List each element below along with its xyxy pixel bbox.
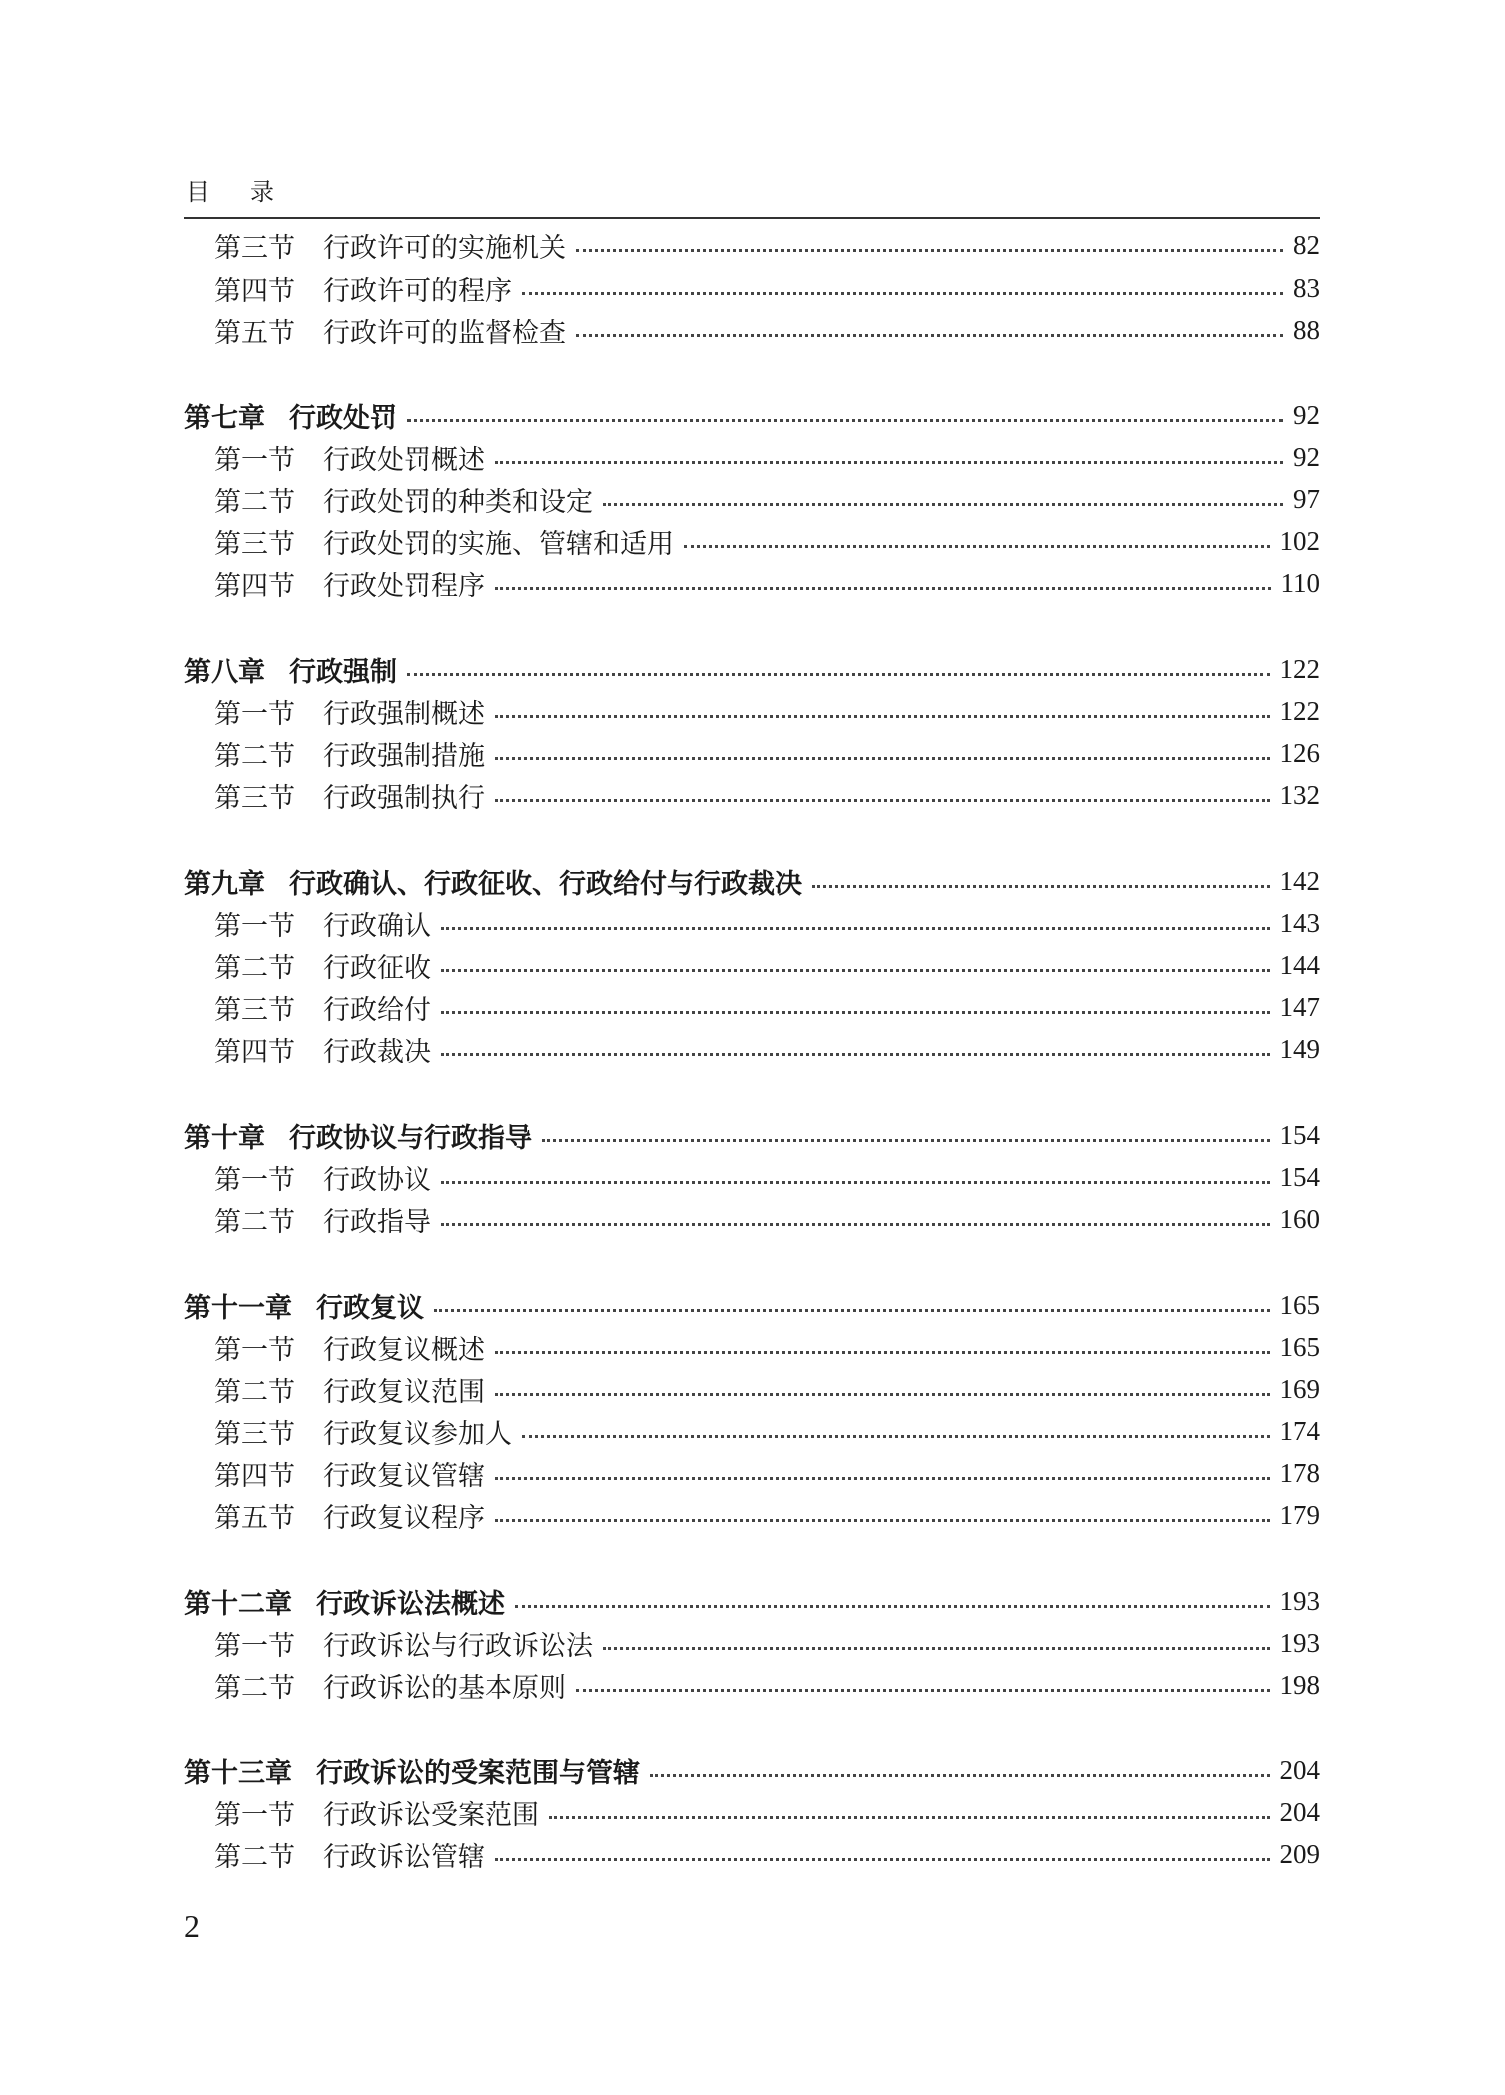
- page-ref: 178: [1279, 1457, 1320, 1488]
- section-title: 行政处罚概述: [323, 444, 485, 476]
- section-number: 第一节: [214, 1334, 295, 1366]
- section-number: 第一节: [214, 698, 295, 730]
- page-ref: 149: [1279, 1033, 1320, 1064]
- dot-leader: [495, 1519, 1270, 1522]
- section-title: 行政协议: [323, 1164, 431, 1196]
- dot-leader: [576, 1689, 1270, 1692]
- section-title: 行政处罚程序: [323, 570, 485, 602]
- page-ref: 82: [1293, 229, 1320, 260]
- section-title: 行政强制概述: [323, 698, 485, 730]
- section-number: 第二节: [214, 486, 295, 518]
- dot-leader: [495, 461, 1283, 464]
- toc-chapter-entry[interactable]: [184, 860, 1320, 902]
- dot-leader: [522, 292, 1283, 295]
- toc-section-entry[interactable]: [214, 436, 1320, 478]
- section-number: 第二节: [214, 1376, 295, 1408]
- toc-section-entry[interactable]: [214, 944, 1320, 986]
- dot-leader: [441, 1181, 1270, 1184]
- page-ref: 193: [1279, 1627, 1320, 1658]
- section-number: 第四节: [214, 1036, 295, 1068]
- toc-section-entry[interactable]: [214, 1452, 1320, 1494]
- toc-section-entry[interactable]: [214, 1326, 1320, 1368]
- section-title: 行政诉讼受案范围: [323, 1799, 539, 1831]
- toc-section-entry[interactable]: [214, 732, 1320, 774]
- page-ref: 204: [1279, 1796, 1320, 1827]
- page-ref: 154: [1279, 1119, 1320, 1150]
- section-number: 第二节: [214, 1672, 295, 1704]
- page-ref: 92: [1293, 399, 1320, 430]
- section-title: 行政诉讼管辖: [323, 1841, 485, 1873]
- section-title: 行政许可的监督检查: [323, 317, 566, 349]
- page-ref: 83: [1293, 272, 1320, 303]
- page-ref: 102: [1279, 525, 1320, 556]
- section-number: 第三节: [214, 994, 295, 1026]
- page-ref: 97: [1293, 483, 1320, 514]
- page-ref: 122: [1279, 653, 1320, 684]
- section-title: 行政复议参加人: [323, 1418, 512, 1450]
- page-ref: 122: [1279, 695, 1320, 726]
- toc-section-entry[interactable]: [214, 1028, 1320, 1070]
- dot-leader: [495, 1393, 1270, 1396]
- dot-leader: [495, 799, 1270, 802]
- page-ref: 154: [1279, 1161, 1320, 1192]
- dot-leader: [495, 757, 1270, 760]
- section-number: 第二节: [214, 1206, 295, 1238]
- toc-section-entry[interactable]: [214, 224, 1320, 266]
- section-title: 行政征收: [323, 952, 431, 984]
- chapter-title: 行政确认、行政征收、行政给付与行政裁决: [289, 868, 802, 900]
- toc-section-entry[interactable]: [214, 1494, 1320, 1536]
- toc-section-entry[interactable]: [214, 1622, 1320, 1664]
- toc-section-entry[interactable]: [214, 478, 1320, 520]
- dot-leader: [495, 1858, 1270, 1861]
- dot-leader: [441, 1223, 1270, 1226]
- section-title: 行政复议概述: [323, 1334, 485, 1366]
- page-ref: 209: [1279, 1838, 1320, 1869]
- section-number: 第四节: [214, 570, 295, 602]
- dot-leader: [603, 1647, 1270, 1650]
- page-ref: 92: [1293, 441, 1320, 472]
- toc-section-entry[interactable]: [214, 774, 1320, 816]
- page-ref: 165: [1279, 1331, 1320, 1362]
- section-title: 行政处罚的实施、管辖和适用: [323, 528, 674, 560]
- chapter-number: 第十一章: [184, 1292, 292, 1324]
- chapter-number: 第七章: [184, 402, 265, 434]
- section-number: 第二节: [214, 952, 295, 984]
- page-ref: 174: [1279, 1415, 1320, 1446]
- dot-leader: [495, 1477, 1270, 1480]
- chapter-title: 行政诉讼法概述: [316, 1588, 505, 1620]
- dot-leader: [684, 545, 1270, 548]
- section-number: 第四节: [214, 1460, 295, 1492]
- page-ref: 110: [1280, 567, 1320, 598]
- chapter-title: 行政诉讼的受案范围与管辖: [316, 1757, 640, 1789]
- section-number: 第一节: [214, 910, 295, 942]
- toc-section-entry[interactable]: [214, 520, 1320, 562]
- toc-section-entry[interactable]: [214, 1410, 1320, 1452]
- toc-section-entry[interactable]: [214, 1198, 1320, 1240]
- toc-chapter-entry[interactable]: [184, 1580, 1320, 1622]
- section-number: 第三节: [214, 1418, 295, 1450]
- section-number: 第三节: [214, 782, 295, 814]
- section-title: 行政许可的程序: [323, 275, 512, 307]
- section-number: 第一节: [214, 444, 295, 476]
- toc-section-entry[interactable]: [214, 562, 1320, 604]
- toc-section-entry[interactable]: [214, 1156, 1320, 1198]
- dot-leader: [576, 334, 1283, 337]
- dot-leader: [441, 927, 1270, 930]
- section-title: 行政强制措施: [323, 740, 485, 772]
- chapter-number: 第十二章: [184, 1588, 292, 1620]
- section-number: 第四节: [214, 275, 295, 307]
- toc-chapter-entry[interactable]: [184, 1284, 1320, 1326]
- toc-section-entry[interactable]: [214, 267, 1320, 309]
- section-title: 行政诉讼与行政诉讼法: [323, 1630, 593, 1662]
- section-number: 第二节: [214, 1841, 295, 1873]
- page-ref: 165: [1279, 1289, 1320, 1320]
- dot-leader: [522, 1435, 1270, 1438]
- section-title: 行政复议管辖: [323, 1460, 485, 1492]
- running-header: 目录: [186, 178, 314, 206]
- section-number: 第一节: [214, 1164, 295, 1196]
- section-title: 行政许可的实施机关: [323, 232, 566, 264]
- page-ref: 198: [1279, 1669, 1320, 1700]
- dot-leader: [495, 715, 1270, 718]
- section-number: 第三节: [214, 528, 295, 560]
- section-title: 行政复议程序: [323, 1502, 485, 1534]
- section-title: 行政确认: [323, 910, 431, 942]
- toc-chapter-entry[interactable]: [184, 1114, 1320, 1156]
- section-title: 行政给付: [323, 994, 431, 1026]
- page-ref: 147: [1279, 991, 1320, 1022]
- toc-section-entry[interactable]: [214, 690, 1320, 732]
- page-ref: 132: [1279, 779, 1320, 810]
- page-ref: 160: [1279, 1203, 1320, 1234]
- toc-chapter-entry[interactable]: [184, 1749, 1320, 1791]
- toc-section-entry[interactable]: [214, 1791, 1320, 1833]
- dot-leader: [650, 1774, 1270, 1777]
- dot-leader: [495, 587, 1271, 590]
- chapter-title: 行政复议: [316, 1292, 424, 1324]
- page-ref: 143: [1279, 907, 1320, 938]
- page-ref: 142: [1279, 865, 1320, 896]
- page-number: 2: [184, 1908, 200, 1944]
- section-number: 第五节: [214, 317, 295, 349]
- dot-leader: [407, 419, 1283, 422]
- toc-section-entry[interactable]: [214, 1833, 1320, 1875]
- page-ref: 179: [1279, 1499, 1320, 1530]
- dot-leader: [495, 1351, 1270, 1354]
- section-number: 第五节: [214, 1502, 295, 1534]
- dot-leader: [603, 503, 1283, 506]
- page-ref: 169: [1279, 1373, 1320, 1404]
- toc-section-entry[interactable]: [214, 309, 1320, 351]
- section-title: 行政复议范围: [323, 1376, 485, 1408]
- dot-leader: [549, 1816, 1270, 1819]
- section-title: 行政诉讼的基本原则: [323, 1672, 566, 1704]
- dot-leader: [434, 1309, 1270, 1312]
- toc-chapter-entry[interactable]: [184, 394, 1320, 436]
- toc-chapter-entry[interactable]: [184, 648, 1320, 690]
- page-ref: 126: [1279, 737, 1320, 768]
- section-number: 第二节: [214, 740, 295, 772]
- section-title: 行政处罚的种类和设定: [323, 486, 593, 518]
- dot-leader: [441, 1011, 1270, 1014]
- section-number: 第一节: [214, 1799, 295, 1831]
- toc-section-entry[interactable]: [214, 1664, 1320, 1706]
- section-title: 行政强制执行: [323, 782, 485, 814]
- toc-section-entry[interactable]: [214, 986, 1320, 1028]
- dot-leader: [441, 1053, 1270, 1056]
- chapter-number: 第十三章: [184, 1757, 292, 1789]
- chapter-number: 第十章: [184, 1122, 265, 1154]
- toc-section-entry[interactable]: [214, 1368, 1320, 1410]
- section-number: 第一节: [214, 1630, 295, 1662]
- page-ref: 144: [1279, 949, 1320, 980]
- toc-section-entry[interactable]: [214, 902, 1320, 944]
- dot-leader: [515, 1605, 1270, 1608]
- dot-leader: [576, 249, 1283, 252]
- chapter-number: 第九章: [184, 868, 265, 900]
- chapter-title: 行政强制: [289, 656, 397, 688]
- section-number: 第三节: [214, 232, 295, 264]
- page-ref: 193: [1279, 1585, 1320, 1616]
- chapter-title: 行政协议与行政指导: [289, 1122, 532, 1154]
- dot-leader: [441, 969, 1270, 972]
- page-ref: 88: [1293, 314, 1320, 345]
- section-title: 行政裁决: [323, 1036, 431, 1068]
- dot-leader: [407, 673, 1270, 676]
- chapter-title: 行政处罚: [289, 402, 397, 434]
- dot-leader: [542, 1139, 1270, 1142]
- dot-leader: [812, 885, 1270, 888]
- page-ref: 204: [1279, 1754, 1320, 1785]
- section-title: 行政指导: [323, 1206, 431, 1238]
- chapter-number: 第八章: [184, 656, 265, 688]
